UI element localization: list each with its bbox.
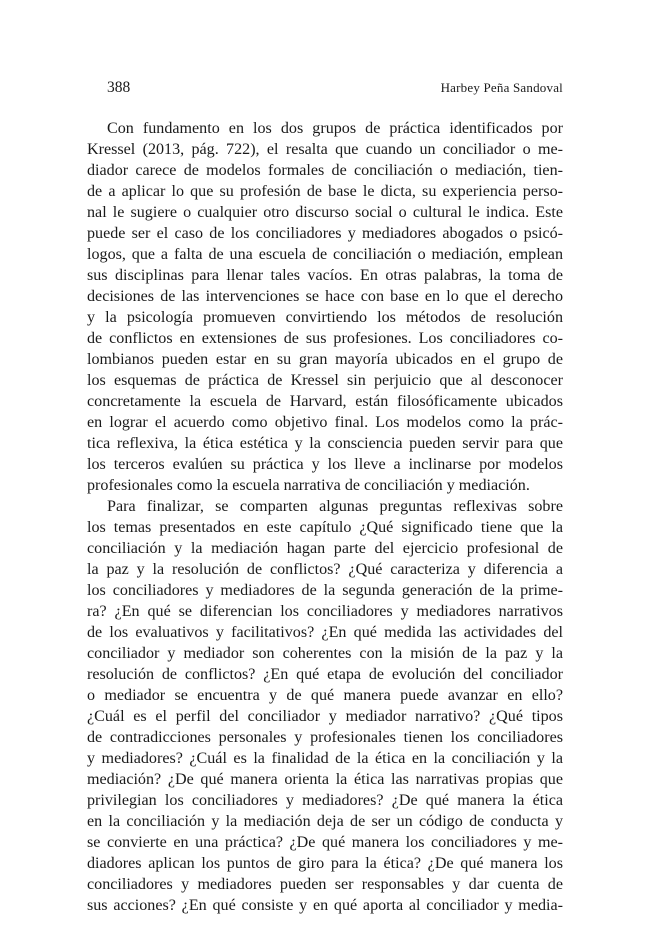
- text-line: Con fundamento en los dos grupos de práctica identificados por: [107, 120, 563, 137]
- text-line: y mediadores? ¿Cuál es la finalidad de la ética en la conciliación y la: [87, 750, 563, 767]
- page-number: 388: [107, 79, 131, 96]
- text-line: ¿Cuál es el perfil del conciliador y mediador narrativo? ¿Qué tipos: [87, 708, 563, 725]
- text-line: la paz y la resolución de conflictos? ¿Qué caracteriza y diferencia a: [87, 561, 563, 578]
- text-line: se convierte en una práctica? ¿De qué manera los conciliadores y me-: [87, 834, 563, 851]
- text-line: los terceros evalúen su práctica y los lleve a inclinarse por modelos: [87, 456, 563, 473]
- text-line: de a aplicar lo que su profesión de base le dicta, su experiencia perso-: [87, 183, 563, 200]
- body-text: [87, 118, 563, 916]
- text-line: o mediador se encuentra y de qué manera puede avanzar en ello?: [87, 687, 563, 704]
- text-line: en la conciliación y la mediación deja de ser un código de conducta y: [87, 813, 563, 830]
- text-line: profesionales como la escuela narrativa de conciliación y mediación.: [87, 477, 530, 494]
- text-line: sus disciplinas para llenar tales vacíos. En otras palabras, la toma de: [87, 267, 563, 284]
- text-line: conciliación y la mediación hagan parte del ejercicio profesional de: [87, 540, 563, 557]
- text-line: diador carece de modelos formales de conciliación o mediación, tien-: [87, 162, 563, 179]
- text-line: en lograr el acuerdo como objetivo final. Los modelos como la prác-: [87, 414, 563, 431]
- text-line: de conflictos en extensiones de sus profesiones. Los conciliadores co-: [87, 330, 563, 347]
- text-line: y la psicología promueven convirtiendo los métodos de resolución: [87, 309, 563, 326]
- text-line: los temas presentados en este capítulo ¿Qué significado tiene que la: [87, 519, 563, 536]
- text-line: conciliadores y mediadores pueden ser responsables y dar cuenta de: [87, 876, 563, 893]
- text-line: mediación? ¿De qué manera orienta la ética las narrativas propias que: [87, 771, 563, 788]
- text-line: conciliador y mediador son coherentes con la misión de la paz y la: [87, 645, 563, 662]
- text-line: puede ser el caso de los conciliadores y mediadores abogados o psicó-: [87, 225, 563, 242]
- text-line: ra? ¿En qué se diferencian los conciliadores y mediadores narrativos: [87, 603, 563, 620]
- text-line: tica reflexiva, la ética estética y la consciencia pueden servir para que: [87, 435, 563, 452]
- text-line: los conciliadores y mediadores de la segunda generación de la prime-: [87, 582, 563, 599]
- page-header: [107, 79, 563, 99]
- text-line: logos, que a falta de una escuela de conciliación o mediación, emplean: [87, 246, 563, 263]
- paragraph-2: [87, 496, 563, 916]
- text-line: concretamente la escuela de Harvard, están filosóficamente ubicados: [87, 393, 563, 410]
- text-line: de los evaluativos y facilitativos? ¿En qué medida las actividades del: [87, 624, 563, 641]
- text-line: privilegian los conciliadores y mediadores? ¿De qué manera la ética: [87, 792, 563, 809]
- text-line: Kressel (2013, pág. 722), el resalta que cuando un conciliador o me-: [87, 141, 563, 158]
- text-line: nal le sugiere o cualquier otro discurso social o cultural le indica. Este: [87, 204, 563, 221]
- text-line: decisiones de las intervenciones se hace con base en lo que el derecho: [87, 288, 563, 305]
- running-head-author: Harbey Peña Sandoval: [440, 80, 563, 95]
- text-line: los esquemas de práctica de Kressel sin perjuicio que al desconocer: [87, 372, 563, 389]
- text-line: resolución de conflictos? ¿En qué etapa de evolución del conciliador: [87, 666, 563, 683]
- text-line: lombianos pueden estar en su gran mayoría ubicados en el grupo de: [87, 351, 563, 368]
- text-line: de contradicciones personales y profesionales tienen los conciliadores: [87, 729, 563, 746]
- text-line: Para finalizar, se comparten algunas preguntas reflexivas sobre: [107, 498, 563, 515]
- paragraph-1: [87, 118, 563, 496]
- text-line: sus acciones? ¿En qué consiste y en qué aporta al conciliador y media-: [87, 897, 563, 914]
- text-line: diadores aplican los puntos de giro para la ética? ¿De qué manera los: [87, 855, 563, 872]
